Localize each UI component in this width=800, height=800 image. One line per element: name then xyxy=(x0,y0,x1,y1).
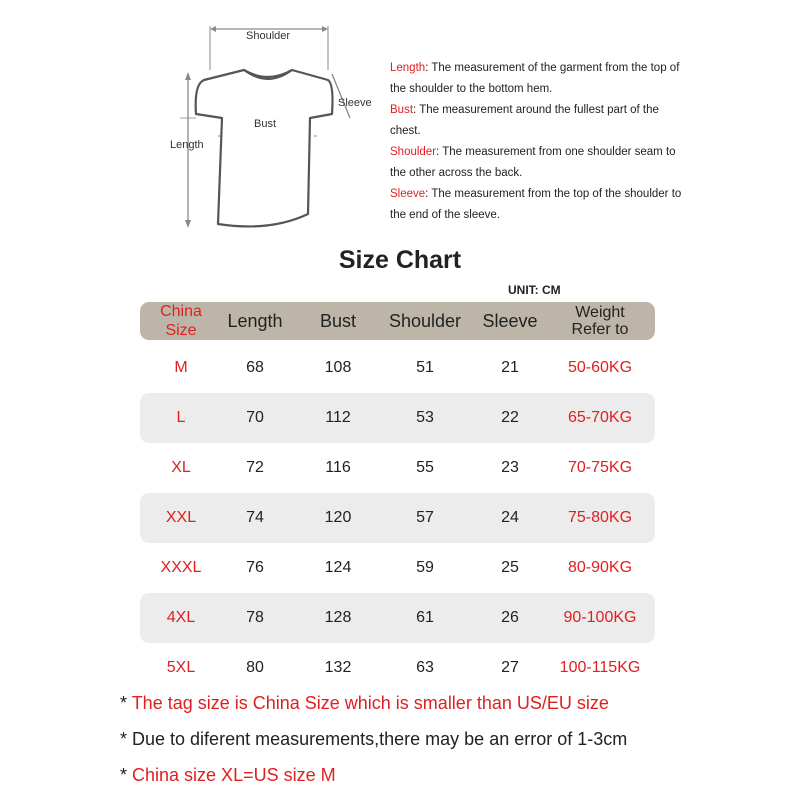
header-weight: Weight Refer to xyxy=(571,304,629,338)
header-china-size: China Size xyxy=(160,303,202,339)
table-row: L 70 112 53 22 65-70KG xyxy=(140,393,655,443)
table-row: XXL 74 120 57 24 75-80KG xyxy=(140,493,655,543)
size-chart-title: Size Chart xyxy=(338,246,462,274)
measurement-definitions xyxy=(390,58,690,226)
size-notes xyxy=(120,690,790,798)
shoulder-label: Shoulder xyxy=(246,30,291,42)
size-table xyxy=(140,302,655,693)
header-sleeve: Sleeve xyxy=(482,310,538,331)
table-row: M 68 108 51 21 50-60KG xyxy=(174,359,633,376)
definition-shoulder: Shoulder: The measurement from one shoulder seam to the other across the back. xyxy=(390,146,676,179)
note-measurement-error: * Due to diferent measurements,there may be an error of 1-3cm xyxy=(120,729,628,749)
header-shoulder: Shoulder xyxy=(388,310,462,331)
table-row: 4XL 78 128 61 26 90-100KG xyxy=(140,593,655,643)
definition-bust: Bust: The measurement around the fullest part of the chest. xyxy=(390,104,659,137)
definition-length: Length: The measurement of the garment from the top of the shoulder to the bottom hem. xyxy=(390,62,680,95)
note-size-conversion: * China size XL=US size M xyxy=(120,765,336,785)
length-label: Length xyxy=(170,139,204,151)
sleeve-label: Sleeve xyxy=(338,97,372,109)
definition-sleeve: Sleeve: The measurement from the top of the shoulder to the end of the sleeve. xyxy=(390,188,682,221)
bust-label: Bust xyxy=(254,118,277,130)
header-length: Length xyxy=(227,310,283,331)
header-bust: Bust xyxy=(319,310,357,331)
measurement-diagram xyxy=(160,18,380,248)
note-tag-size: * The tag size is China Size which is smaller than US/EU size xyxy=(120,693,609,713)
table-row: XL 72 116 55 23 70-75KG xyxy=(171,459,633,476)
unit-label: UNIT: CM xyxy=(508,283,561,297)
table-row: XXXL 76 124 59 25 80-90KG xyxy=(160,559,633,576)
table-row: 5XL 80 132 63 27 100-115KG xyxy=(166,659,641,676)
table-header xyxy=(140,302,655,340)
t-shirt-outline-icon xyxy=(160,18,380,248)
